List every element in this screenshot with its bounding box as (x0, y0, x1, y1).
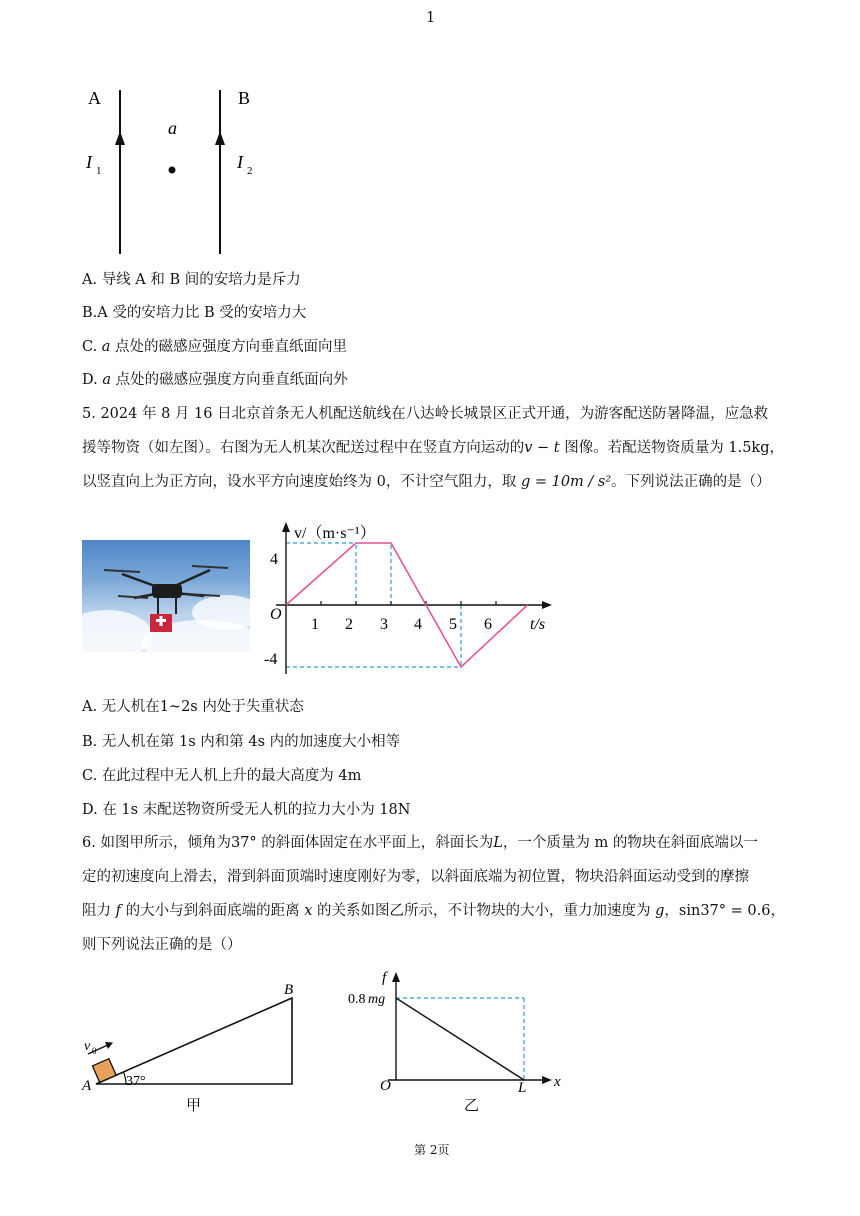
label-wire-b: B (238, 88, 251, 108)
label-i1: I (86, 152, 92, 172)
x-tick-label-5: 5 (449, 616, 457, 633)
drone-icon (82, 540, 250, 652)
vt-chart (262, 520, 562, 680)
label-wire-a: A (88, 88, 101, 108)
drone-photo (82, 540, 250, 652)
x-tick-label-1: 1 (311, 616, 319, 633)
x-tick-label-2: 2 (345, 616, 353, 633)
label-y-tick-var: mg (368, 992, 386, 1007)
q4-option-c: C. a 点处的磁感应强度方向垂直纸面向里 (82, 339, 348, 355)
wires-figure (80, 84, 280, 256)
q6-stem-line3: 阻力 f 的大小与到斜面底端的距离 x 的关系如图乙所示，不计物块的大小，重力加速度为 g，sin37° = 0.6， (82, 903, 785, 919)
q6-stem-line2: 定的初速度向上滑去，滑到斜面顶端时速度刚好为零，以斜面底端为初位置，物块沿斜面运动受到的摩擦 (82, 869, 749, 885)
origin-label: O (270, 606, 282, 623)
label-origin: O (380, 1078, 391, 1094)
incline-triangle (96, 998, 292, 1084)
q6-stem-line4: 则下列说法正确的是（） (82, 937, 242, 953)
arrow-up-icon (115, 131, 125, 145)
label-f: f (382, 970, 387, 986)
label-i2: I (237, 152, 243, 172)
header-page-number: 1 (426, 10, 436, 26)
x-axis-arrow-icon (542, 601, 552, 609)
q5-option-d: D. 在 1s 末配送物资所受无人机的拉力大小为 18N (82, 802, 411, 818)
f-axis-arrow-icon (392, 972, 400, 982)
label-l: L (518, 1080, 527, 1096)
y-axis-label: v/（m·s⁻¹） (294, 525, 376, 542)
caption-jia: 甲 (186, 1098, 202, 1114)
q6-stem-line1: 6. 如图甲所示，倾角为37° 的斜面体固定在水平面上，斜面长为L，一个质量为 m 的物块在斜面底端以一 (82, 835, 758, 851)
label-b: B (284, 982, 294, 998)
q4-option-d: D. a 点处的磁感应强度方向垂直纸面向外 (82, 372, 348, 388)
label-point-a: a (168, 118, 177, 138)
incline-figure (78, 980, 318, 1120)
x-axis-label: t/s (530, 616, 546, 633)
point-a-dot (169, 167, 176, 174)
friction-line (396, 998, 524, 1080)
label-v0: v (84, 1039, 91, 1054)
q5-option-b: B. 无人机在第 1s 内和第 4s 内的加速度大小相等 (82, 734, 401, 750)
q4-option-a: A. 导线 A 和 B 间的安培力是斥力 (82, 272, 301, 288)
x-tick-label-3: 3 (380, 616, 388, 633)
footer-page-number: 第 2页 (414, 1143, 450, 1157)
arrow-up-icon (215, 131, 225, 145)
x-tick-label-4: 4 (414, 616, 422, 633)
label-i2-sub: 2 (247, 165, 253, 177)
q4-option-b: B.A 受的安培力比 B 受的安培力大 (82, 305, 307, 321)
label-x: x (554, 1074, 561, 1090)
y-tick-label-neg4: -4 (264, 651, 278, 668)
label-v0-sub: 0 (92, 1046, 97, 1056)
q5-stem-line3: 以竖直向上为正方向，设水平方向速度始终为 0，不计空气阻力，取 g = 10m / s²。下列说法正确的是（） (82, 474, 771, 490)
y-axis-arrow-icon (282, 522, 290, 532)
label-angle: 37° (126, 1074, 146, 1089)
q5-option-a: A. 无人机在1~2s 内处于失重状态 (82, 699, 304, 715)
label-i1-sub: 1 (96, 165, 102, 177)
label-a: A (82, 1078, 92, 1094)
y-tick-label-4: 4 (270, 551, 278, 568)
x-tick-label-6: 6 (484, 616, 492, 633)
q5-stem-line2: 援等物资（如左图）。右图为无人机某次配送过程中在竖直方向运动的v − t 图像。若配送物资质量为 1.5kg， (82, 440, 784, 456)
x-axis-arrow-icon (542, 1076, 552, 1084)
label-y-tick: 0.8 (348, 992, 366, 1007)
friction-figure (348, 968, 578, 1118)
q5-option-c: C. 在此过程中无人机上升的最大高度为 4m (82, 768, 362, 784)
caption-yi: 乙 (464, 1098, 480, 1114)
q5-stem-line1: 5. 2024 年 8 月 16 日北京首条无人机配送航线在八达岭长城景区正式开通，为游客配送防暑降温，应急救 (82, 406, 769, 422)
block (92, 1059, 116, 1083)
